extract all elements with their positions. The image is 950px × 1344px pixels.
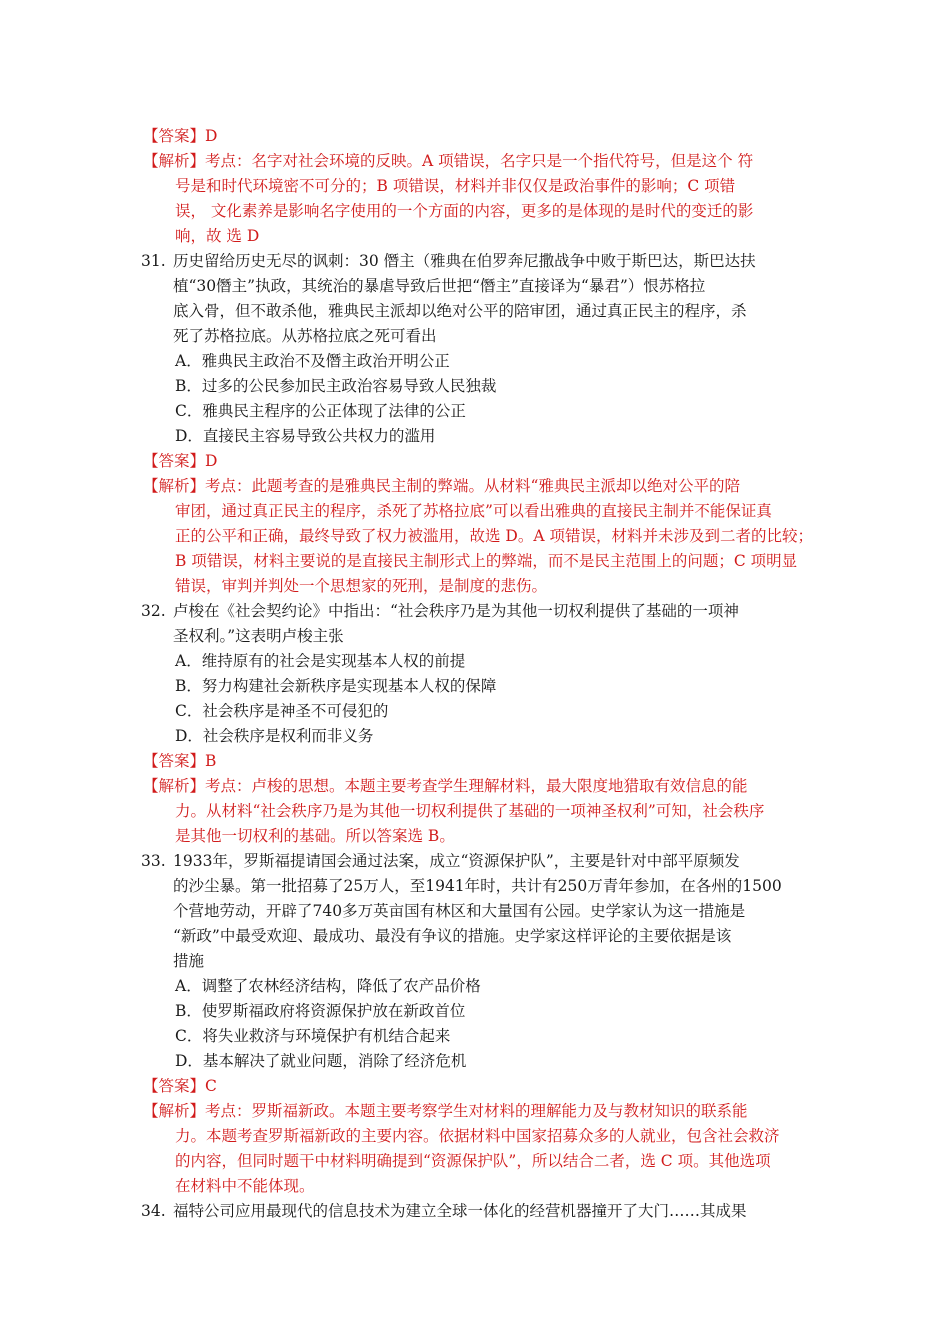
option-item: C．社会秩序是神圣不可侵犯的 [175,702,389,720]
analysis-label: 【解析】 [143,152,206,170]
question-line [143,1199,813,1224]
question-text: 历史留给历史无尽的讽刺：30 僭主（雅典在伯罗奔尼撒战争中败于斯巴达，斯巴达扶 [173,252,756,270]
option-item: B．使罗斯福政府将资源保护放在新政首位 [175,1002,466,1020]
analysis-text: 力。本题考查罗斯福新政的主要内容。依据材料中国家招募众多的人就业，包含社会救济 [175,1127,780,1145]
analysis-text: 考点：罗斯福新政。本题主要考察学生对材料的理解能力及与教材知识的联系能 [205,1102,748,1120]
analysis-line [143,499,813,524]
analysis-text: 审团，通过真正民主的程序，杀死了苏格拉底”可以看出雅典的直接民主制并不能保证真 [175,502,772,520]
analysis-line [143,1124,813,1149]
option-item: C．将失业救济与环境保护有机结合起来 [175,1027,451,1045]
question-line [143,849,813,874]
question-number: 34. [141,1202,166,1220]
analysis-line [143,574,813,599]
analysis-line [143,549,813,574]
question-text: “新政”中最受欢迎、最成功、最没有争议的措施。史学家这样评论的主要依据是该 [173,927,732,945]
question-text: 底入骨，但不敢杀他，雅典民主派却以绝对公平的陪审团，通过真正民主的程序，杀 [173,302,747,320]
question-number: 33. [141,852,166,870]
question-text: 福特公司应用最现代的信息技术为建立全球一体化的经营机器撞开了大门……其成果 [173,1202,747,1220]
question-number: 32. [141,602,166,620]
analysis-line [143,774,813,799]
question-line [143,924,813,949]
analysis-line [143,799,813,824]
analysis-text: 的内容，但同时题干中材料明确提到“资源保护队”，所以结合二者，选 C 项。其他选项 [175,1152,771,1170]
analysis-text: 考点：名字对社会环境的反映。A 项错误，名字只是一个指代符号，但是这个 符 [205,152,754,170]
answer-line [143,1074,813,1099]
question-text: 圣权利。”这表明卢梭主张 [173,627,344,645]
analysis-text: 响，故 选 D [175,227,260,245]
analysis-label: 【解析】 [143,477,206,495]
question-line [143,299,813,324]
analysis-text: 正的公平和正确，最终导致了权力被滥用，故选 D。A 项错误，材料并未涉及到二者的比较； [175,527,813,545]
answer-label: 【答案】 [143,127,206,145]
option-item: A．维持原有的社会是实现基本人权的前提 [175,652,466,670]
analysis-text: 错误，审判并判处一个思想家的死刑，是制度的悲伤。 [175,577,548,595]
option-item: A．调整了农林经济结构，降低了农产品价格 [175,977,481,995]
analysis-line [143,524,813,549]
analysis-text: 在材料中不能体现。 [175,1177,315,1195]
analysis-line [143,474,813,499]
question-text: 个营地劳动，开辟了740多万英亩国有林区和大量国有公园。史学家认为这一措施是 [173,902,746,920]
analysis-line [143,224,813,249]
question-text: 死了苏格拉底。从苏格拉底之死可看出 [173,327,437,345]
question-line [143,949,813,974]
analysis-line [143,1149,813,1174]
answer-line [143,449,813,474]
answer-value: D [205,127,218,145]
option-item: D．直接民主容易导致公共权力的滥用 [175,427,436,445]
question-number: 31. [141,252,166,270]
analysis-label: 【解析】 [143,1102,206,1120]
answer-line [143,124,813,149]
analysis-line [143,1174,813,1199]
analysis-line [143,174,813,199]
question-text: 1933年，罗斯福提请国会通过法案，成立“资源保护队”，主要是针对中部平原频发 [173,852,740,870]
question-text: 卢梭在《社会契约论》中指出：“社会秩序乃是为其他一切权利提供了基础的一项神 [173,602,739,620]
question-text: 植“30僭主”执政，其统治的暴虐导致后世把“僭主”直接译为“暴君”）恨苏格拉 [173,277,706,295]
analysis-line [143,1099,813,1124]
analysis-line [143,824,813,849]
answer-line [143,749,813,774]
answer-value: D [205,452,218,470]
analysis-text: B 项错误，材料主要说的是直接民主制形式上的弊端，而不是民主范围上的问题；C 项明显 [175,552,798,570]
option-item: D．基本解决了就业问题，消除了经济危机 [175,1052,467,1070]
question-line [143,899,813,924]
answer-value: C [205,1077,217,1095]
question-text: 的沙尘暴。第一批招募了25万人，至1941年时，共计有250万青年参加，在各州的1500 [173,877,782,895]
question-line [143,874,813,899]
option-item: D．社会秩序是权利而非义务 [175,727,374,745]
analysis-text: 力。从材料“社会秩序乃是为其他一切权利提供了基础的一项神圣权利”可知，社会秩序 [175,802,765,820]
analysis-text: 考点：此题考查的是雅典民主制的弊端。从材料“雅典民主派却以绝对公平的陪 [205,477,740,495]
option-item: B．努力构建社会新秩序是实现基本人权的保障 [175,677,497,695]
option-item: B．过多的公民参加民主政治容易导致人民独裁 [175,377,497,395]
answer-label: 【答案】 [143,452,206,470]
option-item: C．雅典民主程序的公正体现了法律的公正 [175,402,466,420]
question-text: 措施 [173,952,205,970]
answer-value: B [205,752,217,770]
analysis-text: 误， 文化素养是影响名字使用的一个方面的内容，更多的是体现的是时代的变迁的影 [175,202,754,220]
answer-label: 【答案】 [143,752,206,770]
question-line [143,249,813,274]
analysis-line [143,149,813,174]
answer-label: 【答案】 [143,1077,206,1095]
analysis-line [143,199,813,224]
document-page [143,124,813,1224]
question-line [143,274,813,299]
analysis-label: 【解析】 [143,777,206,795]
question-line [143,324,813,349]
question-line [143,599,813,624]
option-item: A．雅典民主政治不及僭主政治开明公正 [175,352,450,370]
analysis-text: 是其他一切权利的基础。所以答案选 B。 [175,827,455,845]
analysis-text: 考点：卢梭的思想。本题主要考查学生理解材料，最大限度地猎取有效信息的能 [205,777,748,795]
analysis-text: 号是和时代环境密不可分的；B 项错误，材料并非仅仅是政治事件的影响；C 项错 [175,177,736,195]
question-line [143,624,813,649]
